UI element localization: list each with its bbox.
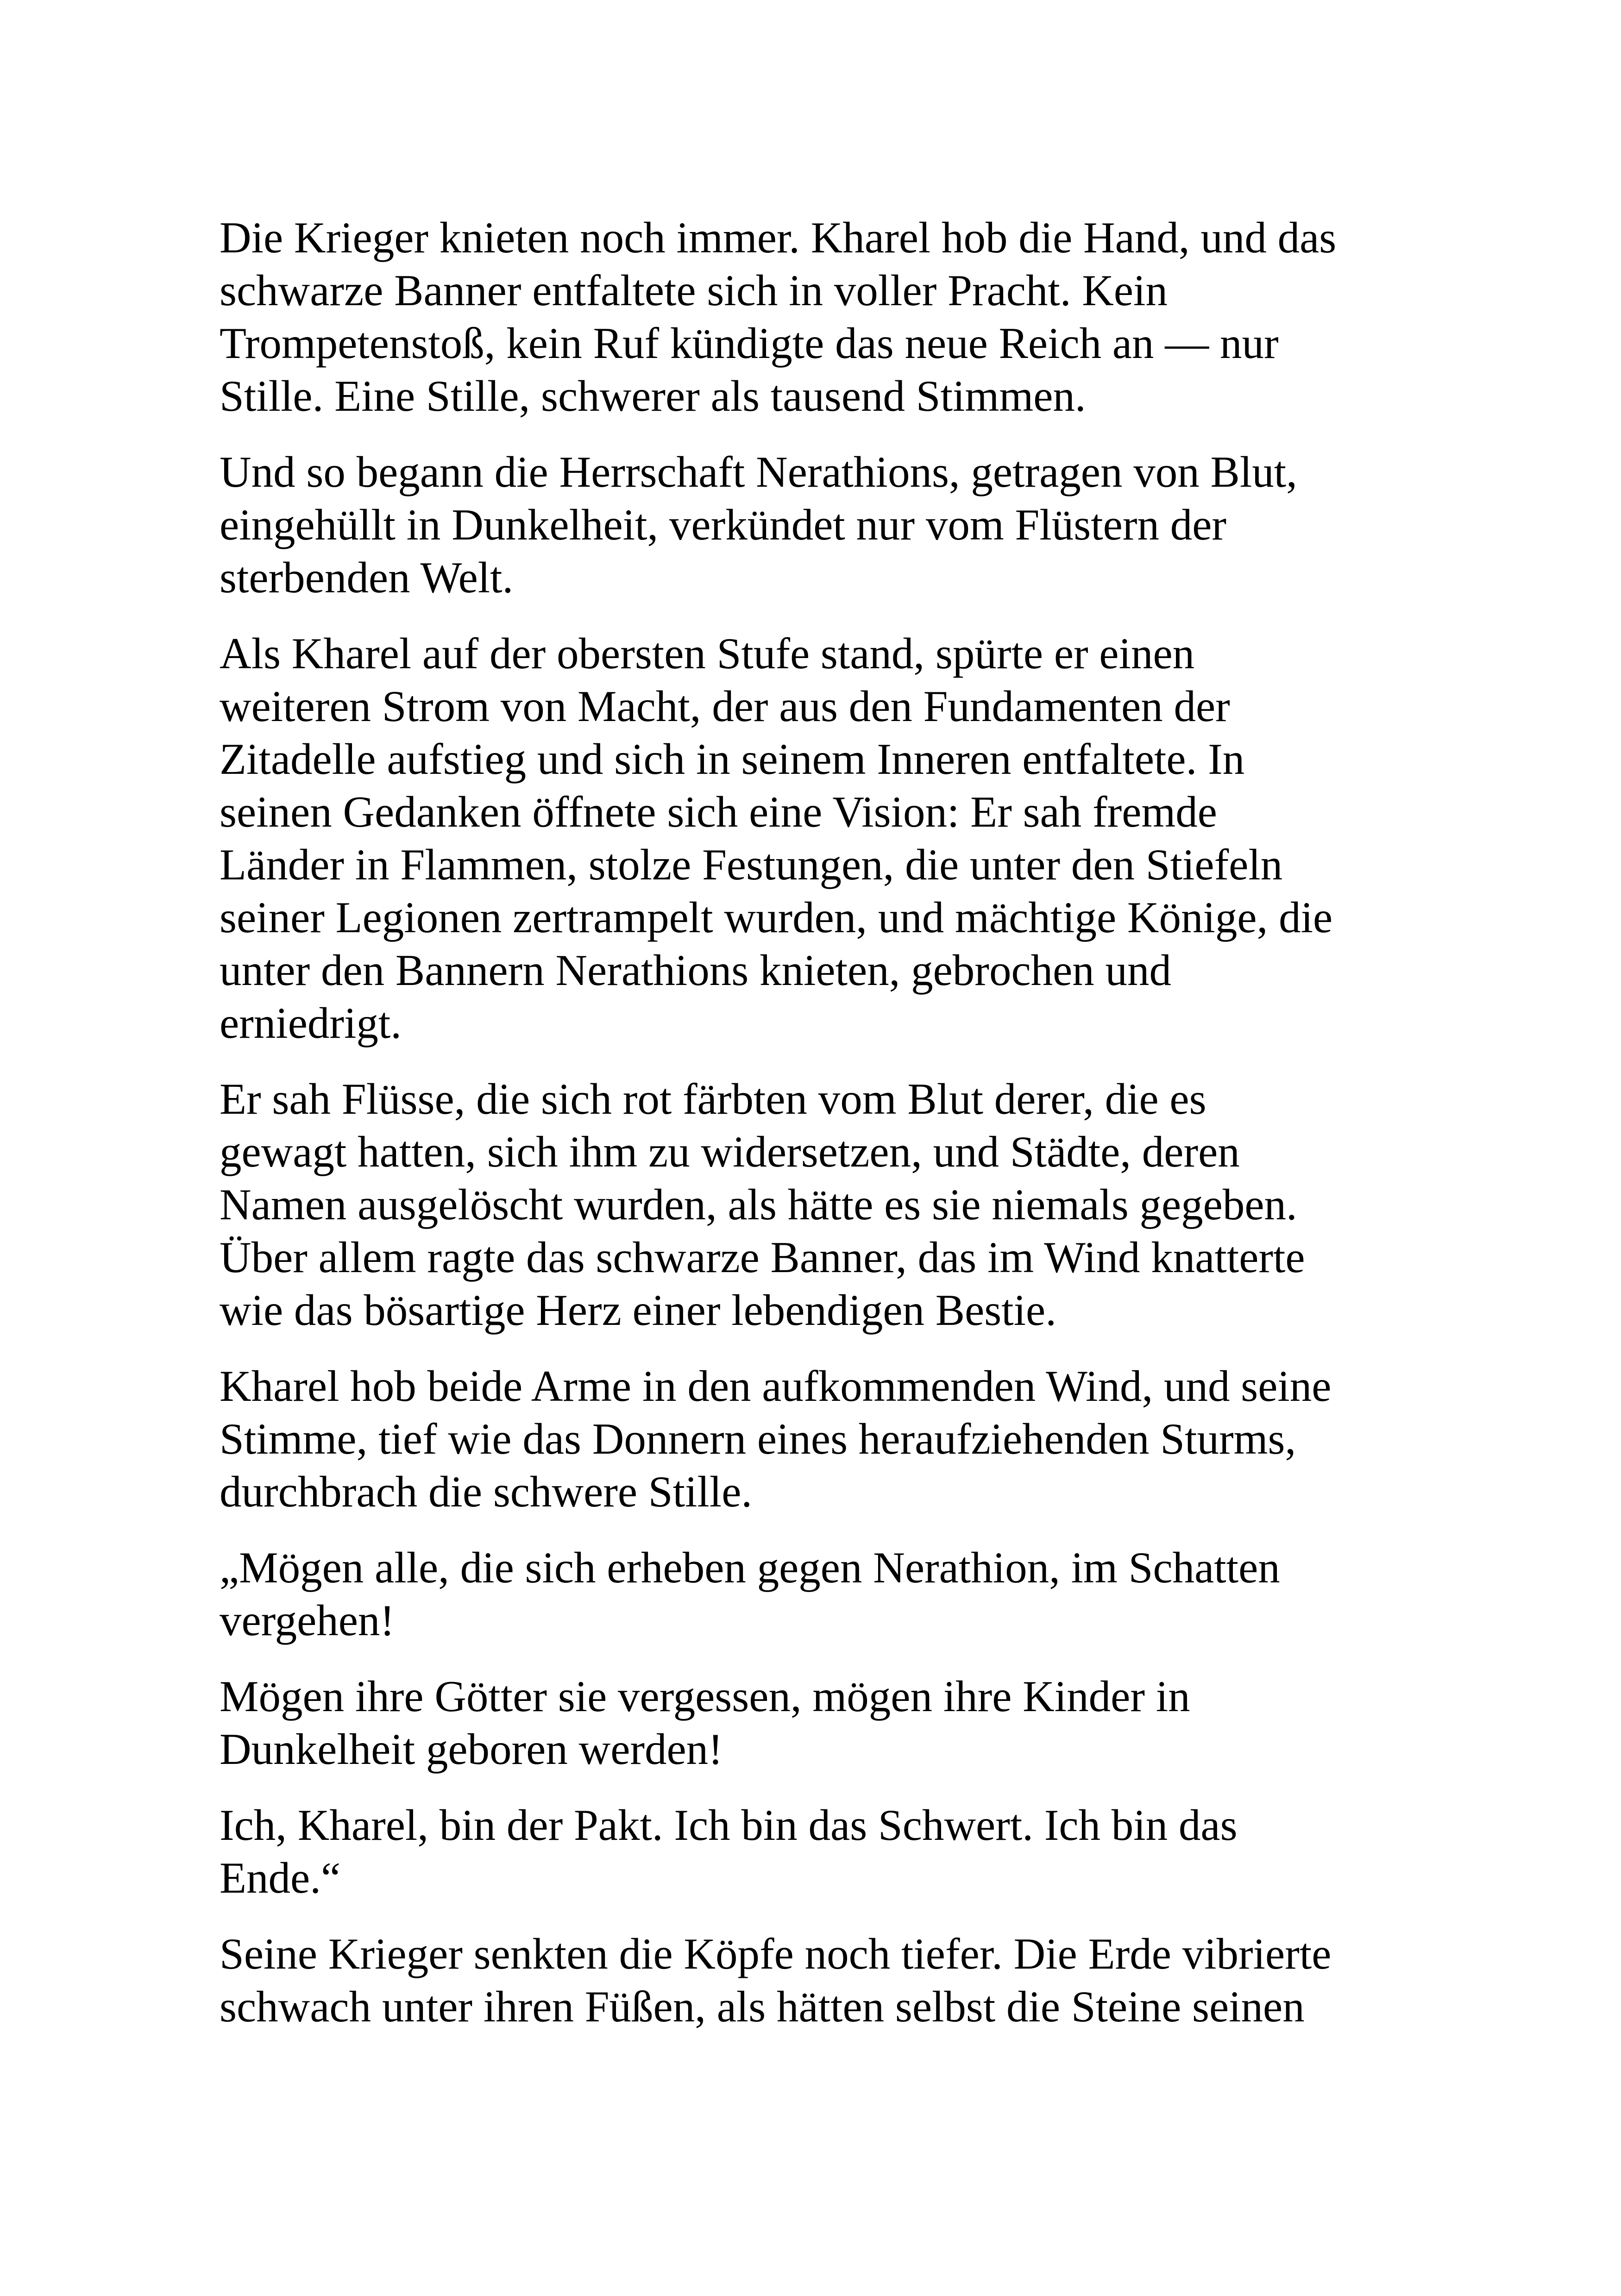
paragraph-7: Mögen ihre Götter sie vergessen, mögen ihre Kinder in Dunkelheit geboren werden! [220, 1672, 1190, 1774]
paragraph-1: Die Krieger knieten noch immer. Kharel hob die Hand, und das schwarze Banner entfaltete sich in voller Pracht. Kein Trompetenstoß, kein Ruf kündigte das neue Reich an — nur Stille. Eine Stille, schwerer als tausend Stimmen. [220, 213, 1337, 420]
paragraph-5: Kharel hob beide Arme in den aufkommenden Wind, und seine Stimme, tief wie das Donnern eines heraufziehenden Sturms, durchbrach die schwere Stille. [220, 1361, 1332, 1516]
paragraph-8: Ich, Kharel, bin der Pakt. Ich bin das Schwert. Ich bin das Ende.“ [220, 1800, 1238, 1902]
paragraph-3: Als Kharel auf der obersten Stufe stand, spürte er einen weiteren Strom von Macht, der aus den Fundamenten der Zitadelle aufstieg und sich in seinem Inneren entfaltete. In seinen Gedanken öffnete sich eine Vision: Er sah fremde Länder in Flammen, stolze Festungen, die unter den Stiefeln seiner Legionen zertrampelt wurden, und mächtige Könige, die unter den Bannern Nerathions knieten, gebrochen und erniedrigt. [220, 629, 1333, 1048]
paragraph-6: „Mögen alle, die sich erheben gegen Nerathion, im Schatten vergehen! [220, 1543, 1280, 1645]
paragraph-4: Er sah Flüsse, die sich rot färbten vom Blut derer, die es gewagt hatten, sich ihm zu widersetzen, und Städte, deren Namen ausgelöscht wurden, als hätte es sie niemals gegeben. Über allem ragte das schwarze Banner, das im Wind knatterte wie das bösartige Herz einer lebendigen Bestie. [220, 1074, 1305, 1335]
paragraph-2: Und so begann die Herrschaft Nerathions, getragen von Blut, eingehüllt in Dunkelheit, verkündet nur vom Flüstern der sterbenden Welt. [220, 447, 1297, 602]
paragraph-9: Seine Krieger senkten die Köpfe noch tiefer. Die Erde vibrierte schwach unter ihren Füßen, als hätten selbst die Steine seinen [220, 1929, 1332, 2031]
body-text [220, 211, 1433, 2056]
